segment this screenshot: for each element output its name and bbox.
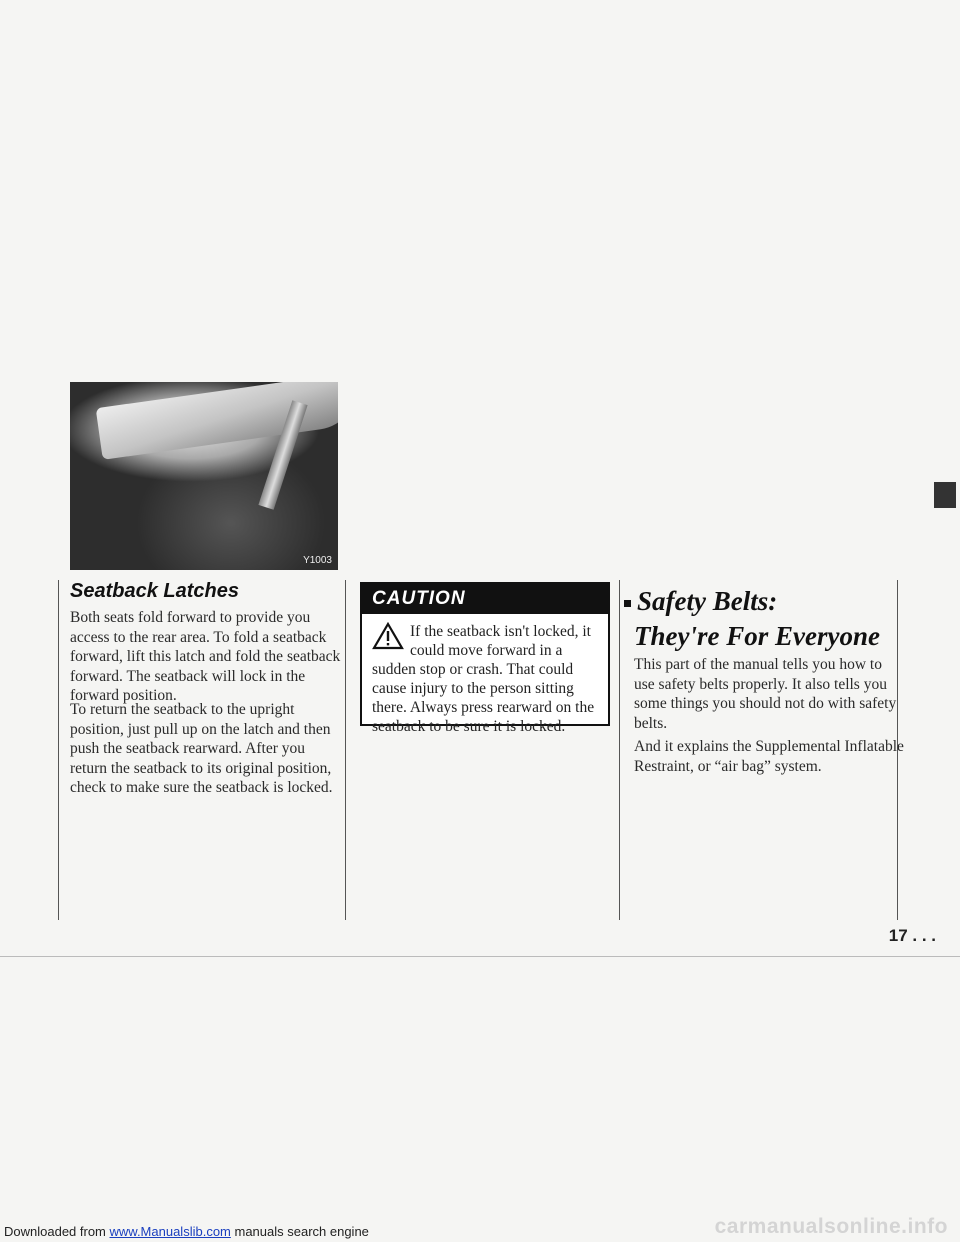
page-number: 17 . . . bbox=[888, 926, 936, 945]
download-footer bbox=[4, 1224, 369, 1239]
seatback-paragraph-2: To return the seatback to the upright position, just pull up on the latch and then push the seatback rearward. After you return the seatback to its original position, check to make sure the seatback is locked. bbox=[70, 701, 333, 796]
watermark: carmanualsonline.info bbox=[714, 1215, 948, 1238]
caution-box bbox=[360, 582, 610, 735]
photo-code: Y1003 bbox=[303, 555, 332, 566]
safety-belts-subheading: They're For Everyone bbox=[634, 621, 880, 651]
seatback-latches-heading: Seatback Latches bbox=[70, 580, 239, 602]
footer-prefix: Downloaded from bbox=[4, 1224, 110, 1239]
section-bullet-icon bbox=[624, 600, 631, 607]
footer-suffix: manuals search engine bbox=[230, 1224, 369, 1239]
section-tab-marker bbox=[934, 482, 956, 508]
caution-header: CAUTION bbox=[362, 584, 608, 614]
caution-text: If the seatback isn't locked, it could move forward in a sudden stop or crash. That could cause injury to the person sitting there. Always press rearward on the seatback to be sure it is locked. bbox=[372, 623, 595, 735]
safety-paragraph-2: And it explains the Supplemental Inflatable Restraint, or “air bag” system. bbox=[634, 738, 904, 775]
seatback-latch-photo bbox=[70, 382, 338, 570]
manualslib-link[interactable]: www.Manualslib.com bbox=[109, 1224, 231, 1239]
column-rule-middle bbox=[345, 580, 346, 920]
warning-triangle-icon bbox=[372, 622, 404, 650]
caution-body bbox=[362, 614, 608, 736]
page-bottom-rule bbox=[0, 956, 960, 957]
safety-belts-heading: Safety Belts: bbox=[637, 586, 778, 616]
safety-paragraph-1: This part of the manual tells you how to use safety belts properly. It also tells you some things you should not do with safety belts. bbox=[634, 656, 897, 732]
column-rule-right bbox=[619, 580, 620, 920]
seatback-paragraph-1: Both seats fold forward to provide you access to the rear area. To fold a seatback forward, lift this latch and fold the seatback forward. The seatback will lock in the forward position. bbox=[70, 609, 341, 704]
column-rule-left bbox=[58, 580, 59, 920]
